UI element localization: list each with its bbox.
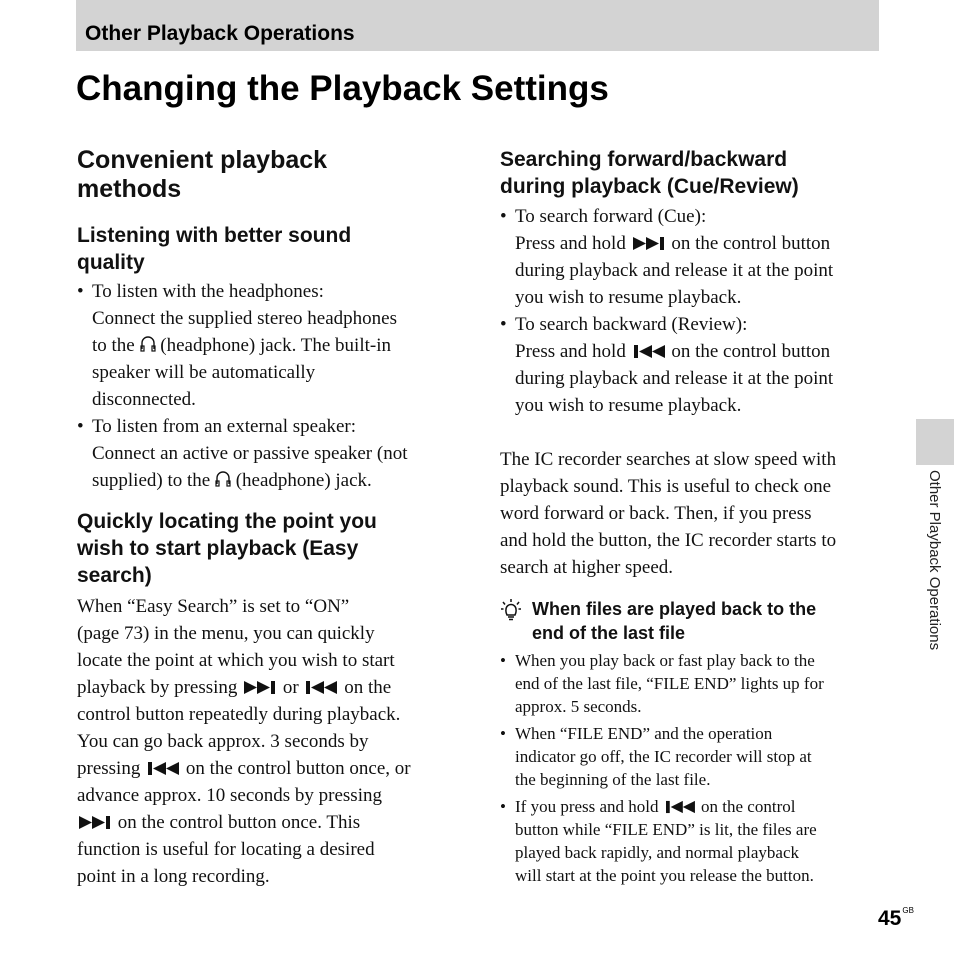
heading-easy-search: Quickly locating the point you wish to start playback (Easy search)	[77, 510, 377, 587]
cue-review-list	[500, 203, 878, 419]
rewind-icon	[303, 680, 339, 695]
side-tab-label: Other Playback Operations	[926, 470, 943, 651]
headphone-icon	[140, 335, 156, 353]
tip-heading: When files are played back to the end of the last file	[500, 597, 878, 645]
fast-forward-icon	[631, 236, 667, 251]
left-column	[77, 146, 455, 890]
sound-quality-list	[77, 278, 455, 494]
fast-forward-icon	[77, 815, 113, 830]
page-number-suffix: GB	[902, 906, 914, 915]
list-item: • If you press and hold on the control button while “FILE END” is lit, the files are played back rapidly, and normal playback will start at the point you release the button.	[500, 795, 878, 887]
lightbulb-icon	[500, 598, 522, 622]
tip-list	[500, 649, 878, 887]
easy-search-paragraph: When “Easy Search” is set to “ON” (page 73) in the menu, you can quickly locate the point at which you wish to start playback by pressing or on the control button repeatedly during playback. You can go back approx. 3 seconds by pressing on the control button once, or advance approx. 10 seconds by pressing on the control button once. This function is useful for locating a desired point in a long recording.	[77, 596, 411, 887]
list-item: • To listen from an external speaker: Connect an active or passive speaker (not supplied) to the (headphone) jack.	[77, 413, 455, 494]
list-item: • When “FILE END” and the operation indicator go off, the IC recorder will stop at the beginning of the last file.	[500, 722, 878, 791]
headphone-icon	[215, 470, 231, 488]
list-item: • To search backward (Review): Press and hold on the control button during playback and release it at the point you wish to resume playback.	[500, 311, 878, 419]
page-title: Changing the Playback Settings	[76, 69, 609, 108]
rewind-icon	[145, 761, 181, 776]
list-item: • When you play back or fast play back to the end of the last file, “FILE END” lights up for approx. 5 seconds.	[500, 649, 878, 718]
section-header-title: Other Playback Operations	[85, 22, 355, 45]
fast-forward-icon	[242, 680, 278, 695]
search-speed-paragraph: The IC recorder searches at slow speed with playback sound. This is useful to check one word forward or back. Then, if you press and hold the button, the IC recorder starts to search at higher speed.	[500, 449, 837, 578]
heading-better-sound: Listening with better sound quality	[77, 224, 352, 274]
heading-convenient-playback: Convenient playback methods	[77, 146, 328, 203]
side-tab-marker	[916, 419, 954, 465]
section-header-bar	[76, 0, 879, 51]
page-number: $45^{GB}$	[878, 906, 914, 930]
list-item: • To search forward (Cue): Press and hold on the control button during playback and release it at the point you wish to resume playback.	[500, 203, 878, 311]
rewind-icon	[631, 344, 667, 359]
list-item: • To listen with the headphones: Connect the supplied stereo headphones to the (headphone) jack. The built-in speaker will be automatically disconnected.	[77, 278, 455, 413]
rewind-icon	[663, 800, 697, 814]
heading-cue-review: Searching forward/backward during playback (Cue/Review)	[500, 148, 799, 198]
right-column	[500, 146, 878, 887]
